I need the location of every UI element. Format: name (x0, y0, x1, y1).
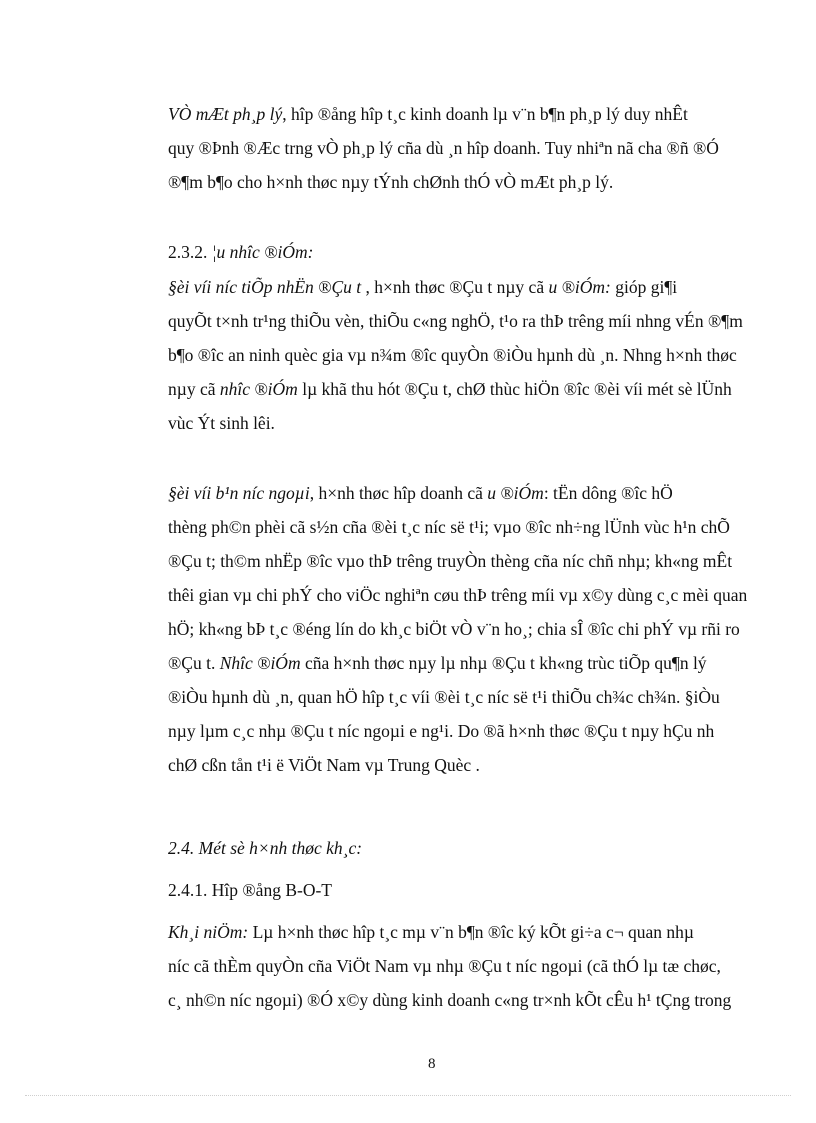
emphasis: Kh¸i niÖm: (168, 922, 249, 942)
text-run: hÖ; kh«ng bÞ t¸c ®éng lín do kh¸c biÖt vÒ v¨n ho¸; chia sÎ ®îc chi phÝ vµ rñi ro (168, 619, 740, 639)
text-line-13 (168, 583, 747, 607)
text-line-14 (168, 617, 740, 641)
emphasis: 2.4. Mét sè h×nh thøc kh¸c: (168, 838, 363, 858)
text-line-22 (168, 954, 721, 978)
emphasis: ¦u nhîc ®iÓm: (211, 242, 314, 262)
text-run: vùc Ýt sinh lêi. (168, 413, 275, 433)
text-line-9 (168, 411, 275, 435)
page-number: 8 (428, 1056, 436, 1072)
text-run: quyÕt t×nh tr¹ng thiÕu vèn, thiÕu c«ng nghÖ, t¹o ra thÞ trêng míi nhng vÉn ®¶m (168, 311, 743, 331)
text-run: cña h×nh thøc nµy lµ nhµ ®Çu t kh«ng trùc tiÕp qu¶n lý (300, 653, 707, 673)
text-line-2 (168, 136, 719, 160)
text-run: : tËn dông ®îc hÖ (543, 483, 673, 503)
text-run: ®¶m b¶o cho h×nh thøc nµy tÝnh chØnh thÓ vÒ mÆt ph¸p lý. (168, 172, 614, 192)
emphasis: §èi víi b¹n níc ngoµi (168, 483, 310, 503)
text-line-17 (168, 719, 714, 743)
text-line-16 (168, 685, 720, 709)
section-heading-2-4-1 (168, 878, 332, 902)
section-heading-2-4 (168, 836, 362, 860)
text-run: 2.4.1. Hîp ®ång B-O-T (168, 880, 332, 900)
text-run: , hîp ®ång hîp t¸c kinh doanh lµ v¨n b¶n ph¸p lý duy nhÊt (282, 104, 688, 124)
text-run: lµ khã thu hót ®Çu t, chØ thùc hiÖn ®îc ®èi víi mét sè lÜnh (297, 379, 732, 399)
emphasis: u ®iÓm (487, 483, 544, 503)
text-run: thèng ph©n phèi cã s½n cña ®èi t¸c níc së t¹i; vµo ®îc nh÷ng lÜnh vùc h¹n chÕ (168, 517, 730, 537)
emphasis: u ®iÓm: (548, 277, 611, 297)
emphasis: nhîc ®iÓm (219, 379, 298, 399)
text-line-1 (168, 102, 688, 126)
text-run: ®Çu t. (168, 653, 220, 673)
text-line-18 (168, 753, 480, 777)
text-run: gióp gi¶i (610, 277, 678, 297)
emphasis: VÒ mÆt ph¸p lý (168, 104, 283, 124)
text-run: b¶o ®îc an ninh quèc gia vµ n¾m ®îc quyÒn ®iÒu hµnh dù ¸n. Nhng h×nh thøc (168, 345, 737, 365)
text-run: ®Çu t; th©m nhËp ®îc vµo thÞ trêng truyÒn thèng cña níc chñ nhµ; kh«ng mÊt (168, 551, 733, 571)
text-line-21 (168, 920, 694, 944)
emphasis: Nhîc ®iÓm (219, 653, 301, 673)
text-run: níc cã thÈm quyÒn cña ViÖt Nam vµ nhµ ®Çu t níc ngoµi (cã thÓ lµ tæ chøc, (168, 956, 721, 976)
section-heading-2-3-2 (168, 240, 313, 264)
text-run: 2.3.2. (168, 242, 212, 262)
text-line-8 (168, 377, 732, 401)
footer-divider (25, 1095, 791, 1096)
text-run: Lµ h×nh thøc hîp t¸c mµ v¨n b¶n ®îc ký kÕt gi÷a c¬ quan nhµ (248, 922, 695, 942)
text-line-12 (168, 549, 732, 573)
text-run: chØ cßn tån t¹i ë ViÖt Nam vµ Trung Quèc . (168, 755, 480, 775)
text-run: nµy cã (168, 379, 220, 399)
text-run: , h×nh thøc ®Çu t nµy cã (361, 277, 549, 297)
text-line-5 (168, 275, 677, 299)
text-line-11 (168, 515, 730, 539)
text-run: thêi gian vµ chi phÝ cho viÖc nghiªn cøu thÞ trêng míi vµ x©y dùng c¸c mèi quan (168, 585, 748, 605)
text-line-15 (168, 651, 707, 675)
text-run: quy ®Þnh ®Æc trng vÒ ph¸p lý cña dù ¸n hîp doanh. Tuy nhiªn nã cha ®ñ ®Ó (168, 138, 719, 158)
text-run: , h×nh thøc hîp doanh cã (309, 483, 488, 503)
text-line-3 (168, 170, 613, 194)
emphasis: §èi víi níc tiÕp nhËn ®Çu t (168, 277, 362, 297)
text-line-10 (168, 481, 673, 505)
text-run: nµy lµm c¸c nhµ ®Çu t níc ngoµi e ng¹i. Do ®ã h×nh thøc ®Çu t nµy hÇu nh (168, 721, 715, 741)
text-line-7 (168, 343, 737, 367)
text-line-23 (168, 988, 731, 1012)
text-run: c¸ nh©n níc ngoµi) ®Ó x©y dùng kinh doanh c«ng tr×nh kÕt cÊu h¹ tÇng trong (168, 990, 732, 1010)
text-line-6 (168, 309, 743, 333)
text-run: ®iÒu hµnh dù ¸n, quan hÖ hîp t¸c víi ®èi t¸c níc së t¹i thiÕu ch¾c ch¾n. §iÒu (168, 687, 720, 707)
